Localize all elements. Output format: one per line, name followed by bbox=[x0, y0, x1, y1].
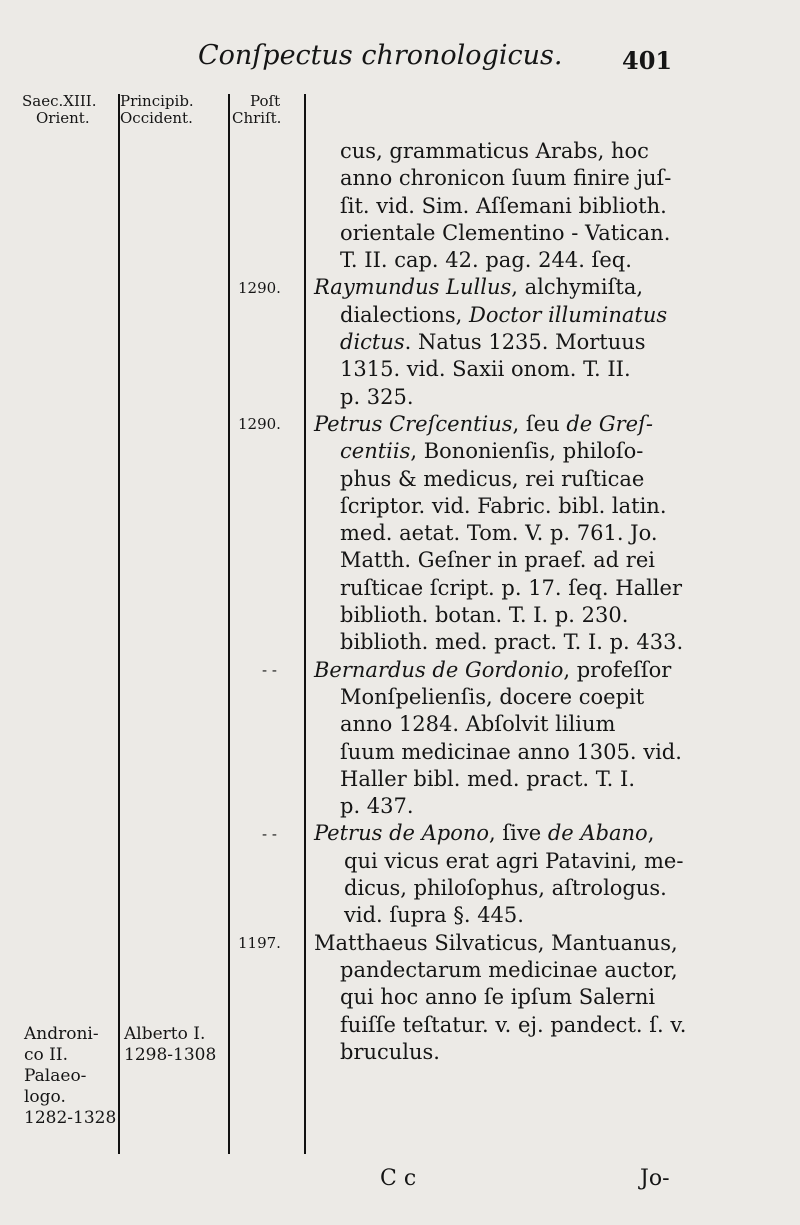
text-run: Matth. Geſner in praef. ad rei bbox=[340, 548, 655, 573]
text-run: , alchymiſta, bbox=[511, 275, 644, 300]
year-marker: - - bbox=[262, 824, 277, 843]
column-header-line: Orient. bbox=[36, 109, 90, 127]
text-run: T. II. cap. 42. pag. 244. ſeq. bbox=[340, 248, 632, 273]
text-line bbox=[314, 247, 680, 274]
text-run: . Natus 1235. Mortuus bbox=[404, 330, 646, 355]
text-run: , ſeu bbox=[512, 411, 567, 436]
column-header-line: Principib. bbox=[120, 92, 194, 110]
text-line bbox=[314, 329, 680, 356]
orient-line: Palaeo- bbox=[24, 1066, 87, 1086]
orient-line: 1282-1328 bbox=[24, 1108, 117, 1128]
text-run: med. aetat. Tom. V. p. 761. Jo. bbox=[340, 521, 658, 546]
text-line bbox=[314, 930, 680, 957]
column-header-post-christ bbox=[232, 93, 281, 127]
text-line bbox=[314, 520, 680, 547]
text-line bbox=[314, 575, 680, 602]
main-text-column bbox=[314, 138, 687, 1066]
text-run: bruculus. bbox=[340, 1039, 440, 1064]
text-line bbox=[314, 602, 680, 629]
text-line bbox=[314, 684, 680, 711]
running-title: Conſpectus chronologicus. bbox=[198, 40, 563, 71]
column-header-orient bbox=[22, 93, 97, 127]
text-line bbox=[314, 957, 680, 984]
italic-text: de Abano bbox=[547, 821, 648, 846]
occident-column-entry bbox=[124, 1024, 216, 1066]
year-marker: 1290. bbox=[238, 278, 281, 297]
text-line bbox=[314, 220, 680, 247]
text-run: 1315. vid. Saxii onom. T. II. bbox=[340, 357, 631, 382]
text-line bbox=[314, 1039, 680, 1066]
catchword: Jo- bbox=[640, 1166, 670, 1191]
text-run: , Bononienſis, philoſo- bbox=[410, 439, 644, 464]
text-run: Monſpelienſis, docere coepit bbox=[340, 684, 645, 709]
signature-mark: C c bbox=[380, 1166, 417, 1191]
text-line bbox=[314, 984, 680, 1011]
text-line bbox=[314, 547, 680, 574]
orient-column-entry bbox=[24, 1024, 116, 1129]
italic-text: Bernardus de Gordonio bbox=[314, 657, 564, 682]
text-line bbox=[314, 138, 680, 165]
occident-line: 1298-1308 bbox=[124, 1045, 217, 1065]
text-run: fuiſſe teſtatur. v. ej. pandect. ſ. v. bbox=[340, 1012, 687, 1037]
text-line bbox=[314, 193, 680, 220]
text-run: anno chronicon ſuum finire juſ- bbox=[340, 166, 672, 191]
text-run: ſcriptor. vid. Fabric. bibl. latin. bbox=[340, 493, 667, 518]
text-line bbox=[314, 739, 680, 766]
text-line bbox=[314, 629, 684, 656]
text-line bbox=[314, 411, 680, 438]
text-run: biblioth. botan. T. I. p. 230. bbox=[340, 603, 629, 628]
page-number: 401 bbox=[622, 46, 673, 75]
text-run: dicus, philoſophus, aſtrologus. bbox=[344, 876, 667, 901]
text-run: , bbox=[647, 821, 655, 846]
text-line bbox=[314, 793, 680, 820]
italic-text: Petrus Creſcentius bbox=[314, 411, 513, 436]
text-run: , ſive bbox=[489, 821, 548, 846]
text-run: biblioth. med. pract. T. I. p. 433. bbox=[340, 630, 684, 655]
text-line bbox=[314, 356, 680, 383]
text-run: p. 325. bbox=[340, 384, 414, 409]
italic-text: Doctor illuminatus bbox=[469, 302, 668, 327]
text-run: ruſticae ſcript. p. 17. ſeq. Haller bbox=[340, 575, 682, 600]
text-run: cus, grammaticus Arabs, hoc bbox=[340, 139, 649, 163]
text-run: Matthaeus Silvaticus, Mantuanus, bbox=[314, 930, 678, 955]
text-run: ſuum medicinae anno 1305. vid. bbox=[340, 739, 682, 764]
column-rule bbox=[228, 94, 230, 1154]
column-header-line: Chriſt. bbox=[232, 109, 282, 127]
text-line bbox=[314, 820, 680, 847]
text-line bbox=[314, 165, 680, 192]
italic-text: de Greſ- bbox=[566, 411, 653, 436]
column-header-line: Poſt bbox=[250, 92, 281, 110]
text-run: qui vicus erat agri Patavini, me- bbox=[344, 848, 684, 873]
occident-line: Alberto I. bbox=[124, 1024, 206, 1044]
text-line bbox=[314, 274, 680, 301]
text-line bbox=[314, 493, 680, 520]
text-run: vid. ſupra §. 445. bbox=[344, 903, 524, 928]
column-header-line: Occident. bbox=[120, 109, 193, 127]
orient-line: Androni- bbox=[24, 1024, 99, 1044]
orient-line: co II. bbox=[24, 1045, 68, 1065]
text-run: , profeſſor bbox=[563, 657, 672, 682]
text-run: anno 1284. Abſolvit lilium bbox=[340, 712, 616, 737]
text-run: dialections, bbox=[340, 302, 470, 327]
year-marker: - - bbox=[262, 660, 277, 679]
text-run: phus & medicus, rei ruſticae bbox=[340, 466, 645, 491]
italic-text: centiis bbox=[340, 439, 411, 464]
text-run: orientale Clementino - Vatican. bbox=[340, 220, 671, 245]
text-line bbox=[314, 1012, 687, 1039]
text-line bbox=[314, 384, 680, 411]
italic-text: Raymundus Lullus bbox=[314, 275, 512, 300]
orient-line: logo. bbox=[24, 1087, 66, 1107]
year-marker: 1197. bbox=[238, 933, 281, 952]
text-line bbox=[314, 875, 680, 902]
column-header-occident bbox=[120, 93, 194, 127]
italic-text: Petrus de Apono bbox=[314, 821, 490, 846]
italic-text: dictus bbox=[340, 330, 405, 355]
text-run: p. 437. bbox=[340, 794, 414, 819]
column-rule bbox=[304, 94, 306, 1154]
column-header-line: Saec.XIII. bbox=[22, 92, 97, 110]
text-line bbox=[314, 302, 680, 329]
text-line bbox=[314, 902, 680, 929]
text-run: ſit. vid. Sim. Aſſemani biblioth. bbox=[340, 193, 667, 218]
text-line bbox=[314, 848, 684, 875]
text-line bbox=[314, 657, 680, 684]
text-run: qui hoc anno ſe ipſum Salerni bbox=[340, 985, 656, 1010]
text-line bbox=[314, 466, 680, 493]
text-run: pandectarum medicinae auctor, bbox=[340, 957, 678, 982]
text-run: Haller bibl. med. pract. T. I. bbox=[340, 766, 636, 791]
year-marker: 1290. bbox=[238, 415, 281, 433]
column-rule bbox=[118, 94, 120, 1154]
text-line bbox=[314, 438, 680, 465]
text-line bbox=[314, 711, 680, 738]
text-line bbox=[314, 766, 680, 793]
